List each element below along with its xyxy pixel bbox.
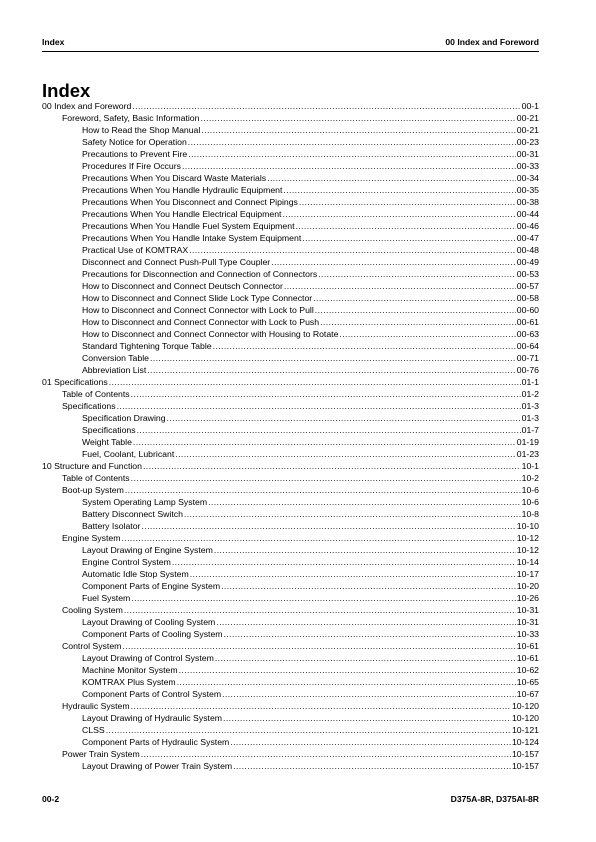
toc-entry-title: Layout Drawing of Hydraulic System — [82, 713, 223, 723]
dot-leader — [233, 760, 511, 772]
toc-entry[interactable] — [42, 688, 539, 700]
dot-leader — [302, 232, 516, 244]
toc-entry-page: 00-58 — [516, 293, 539, 303]
toc-entry-page: 10-14 — [516, 557, 539, 567]
toc-entry-title: Precautions to Prevent Fire — [82, 149, 188, 159]
toc-entry-page: 10-120 — [511, 713, 539, 723]
page-footer — [42, 794, 539, 808]
toc-entry[interactable] — [42, 208, 539, 220]
dot-leader — [133, 436, 516, 448]
toc-entry-title: Fuel System — [82, 593, 131, 603]
header-section-label: Index — [42, 37, 65, 47]
toc-entry-page: 00-35 — [516, 185, 539, 195]
toc-entry[interactable] — [42, 760, 539, 772]
dot-leader — [318, 268, 516, 280]
toc-entry-page: 10-1 — [521, 461, 539, 471]
toc-entry-title: How to Read the Shop Manual — [82, 125, 201, 135]
toc-entry[interactable] — [42, 532, 539, 544]
toc-entry-page: 00-61 — [516, 317, 539, 327]
toc-entry-page: 10-33 — [516, 629, 539, 639]
dot-leader — [143, 460, 521, 472]
toc-entry-page: 00-64 — [516, 341, 539, 351]
toc-entry-page: 10-12 — [516, 545, 539, 555]
toc-entry-title: Precautions When You Handle Hydraulic Equipment — [82, 185, 283, 195]
dot-leader — [188, 136, 516, 148]
toc-entry[interactable] — [42, 556, 539, 568]
dot-leader — [189, 244, 516, 256]
toc-entry-page: 00-21 — [516, 113, 539, 123]
toc-entry[interactable] — [42, 448, 539, 460]
toc-entry-title: Precautions When You Disconnect and Connect Pipings — [82, 197, 298, 207]
toc-entry-title: Precautions for Disconnection and Connection of Connectors — [82, 269, 318, 279]
dot-leader — [121, 532, 515, 544]
toc-entry[interactable] — [42, 664, 539, 676]
toc-entry-page: 00-57 — [516, 281, 539, 291]
toc-entry[interactable] — [42, 472, 539, 484]
toc-entry-title: Layout Drawing of Power Train System — [82, 761, 233, 771]
toc-entry[interactable] — [42, 256, 539, 268]
toc-entry-page: 00-76 — [516, 365, 539, 375]
toc-entry-title: Power Train System — [62, 749, 140, 759]
dot-leader — [175, 448, 516, 460]
toc-entry-page: 10-31 — [516, 617, 539, 627]
toc-entry-title: 10 Structure and Function — [42, 461, 142, 471]
dot-leader — [125, 484, 521, 496]
toc-entry[interactable] — [42, 748, 539, 760]
dot-leader — [188, 148, 516, 160]
toc-entry[interactable] — [42, 112, 539, 124]
toc-entry-title: How to Disconnect and Connect Connector with Lock to Push — [82, 317, 320, 327]
toc-entry-page: 00-21 — [516, 125, 539, 135]
toc-entry-page: 10-2 — [521, 473, 539, 483]
dot-leader — [172, 556, 516, 568]
dot-leader — [131, 592, 515, 604]
toc-entry-title: Engine System — [62, 533, 121, 543]
footer-page-number: 00-2 — [42, 794, 60, 804]
toc-entry-title: Table of Contents — [62, 473, 130, 483]
dot-leader — [190, 568, 516, 580]
toc-entry-title: System Operating Lamp System — [82, 497, 208, 507]
toc-entry[interactable] — [42, 280, 539, 292]
dot-leader — [141, 748, 511, 760]
dot-leader — [313, 292, 516, 304]
dot-leader — [208, 496, 521, 508]
toc-entry-title: Layout Drawing of Control System — [82, 653, 214, 663]
toc-entry-title: CLSS — [82, 725, 105, 735]
toc-entry-page: 10-120 — [511, 701, 539, 711]
toc-entry[interactable] — [42, 700, 539, 712]
toc-entry-page: 01-19 — [516, 437, 539, 447]
toc-entry[interactable] — [42, 652, 539, 664]
toc-entry-title: How to Disconnect and Connect Connector with Housing to Rotate — [82, 329, 339, 339]
toc-entry[interactable] — [42, 232, 539, 244]
toc-entry-title: Machine Monitor System — [82, 665, 178, 675]
toc-entry-page: 00-38 — [516, 197, 539, 207]
toc-entry-page: 00-23 — [516, 137, 539, 147]
dot-leader — [216, 616, 515, 628]
toc-entry[interactable] — [42, 604, 539, 616]
toc-entry-title: Cooling System — [62, 605, 123, 615]
dot-leader — [132, 100, 520, 112]
dot-leader — [315, 304, 516, 316]
toc-entry[interactable] — [42, 592, 539, 604]
dot-leader — [295, 220, 515, 232]
toc-entry-page: 00-60 — [516, 305, 539, 315]
toc-entry-page: 10-124 — [511, 737, 539, 747]
toc-entry[interactable] — [42, 484, 539, 496]
dot-leader — [214, 544, 516, 556]
toc-entry-title: Specifications — [82, 425, 136, 435]
toc-entry[interactable] — [42, 424, 539, 436]
toc-entry[interactable] — [42, 172, 539, 184]
toc-entry-page: 00-1 — [521, 101, 539, 111]
toc-entry[interactable] — [42, 148, 539, 160]
toc-entry[interactable] — [42, 220, 539, 232]
toc-entry-page: 10-61 — [516, 641, 539, 651]
toc-entry[interactable] — [42, 136, 539, 148]
toc-entry-title: Specifications — [62, 401, 116, 411]
toc-entry-page: 01-23 — [516, 449, 539, 459]
toc-entry-title: Foreword, Safety, Basic Information — [62, 113, 200, 123]
toc-entry-page: 10-61 — [516, 653, 539, 663]
dot-leader — [284, 280, 516, 292]
toc-entry[interactable] — [42, 736, 539, 748]
footer-model-number: D375A-8R, D375AI-8R — [450, 794, 539, 804]
dot-leader — [147, 364, 516, 376]
dot-leader — [282, 208, 515, 220]
toc-entry[interactable] — [42, 412, 539, 424]
dot-leader — [339, 328, 515, 340]
dot-leader — [124, 604, 516, 616]
toc-entry[interactable] — [42, 712, 539, 724]
toc-entry-page: 00-34 — [516, 173, 539, 183]
dot-leader — [167, 412, 521, 424]
toc-entry[interactable] — [42, 352, 539, 364]
toc-entry-page: 01-2 — [521, 389, 539, 399]
toc-entry-title: Precautions When You Handle Fuel System Equipment — [82, 221, 295, 231]
toc-entry-title: Component Parts of Control System — [82, 689, 222, 699]
toc-entry-page: 01-1 — [521, 377, 539, 387]
toc-entry[interactable] — [42, 640, 539, 652]
toc-entry-title: How to Disconnect and Connect Slide Lock Type Connector — [82, 293, 313, 303]
toc-entry-title: Layout Drawing of Cooling System — [82, 617, 216, 627]
toc-entry-page: 10-8 — [521, 509, 539, 519]
toc-entry[interactable] — [42, 616, 539, 628]
toc-entry-page: 10-65 — [516, 677, 539, 687]
toc-entry-page: 10-12 — [516, 533, 539, 543]
toc-entry-title: Procedures If Fire Occurs — [82, 161, 181, 171]
dot-leader — [177, 676, 516, 688]
toc-entry-page: 01-3 — [521, 413, 539, 423]
toc-entry[interactable] — [42, 388, 539, 400]
toc-entry-page: 10-157 — [511, 749, 539, 759]
dot-leader — [182, 160, 516, 172]
toc-entry-title: How to Disconnect and Connect Connector with Lock to Pull — [82, 305, 314, 315]
toc-entry-title: Battery Disconnect Switch — [82, 509, 183, 519]
toc-entry-title: Practical Use of KOMTRAX — [82, 245, 189, 255]
dot-leader — [137, 424, 521, 436]
toc-entry[interactable] — [42, 568, 539, 580]
dot-leader — [299, 196, 516, 208]
toc-entry-title: KOMTRAX Plus System — [82, 677, 176, 687]
toc-entry-title: Fuel, Coolant, Lubricant — [82, 449, 175, 459]
toc-entry-page: 10-157 — [511, 761, 539, 771]
dot-leader — [150, 352, 516, 364]
toc-entry-title: Layout Drawing of Engine System — [82, 545, 213, 555]
toc-entry-title: Boot-up System — [62, 485, 124, 495]
dot-leader — [131, 700, 511, 712]
toc-entry-title: Disconnect and Connect Push-Pull Type Coupler — [82, 257, 271, 267]
header-chapter-title: 00 Index and Foreword — [445, 37, 539, 47]
toc-entry-page: 10-6 — [521, 497, 539, 507]
dot-leader — [184, 508, 521, 520]
toc-entry[interactable] — [42, 100, 539, 112]
toc-entry-page: 01-7 — [521, 425, 539, 435]
table-of-contents — [42, 100, 539, 772]
toc-entry-title: 00 Index and Foreword — [42, 101, 132, 111]
toc-entry-page: 00-48 — [516, 245, 539, 255]
toc-entry[interactable] — [42, 496, 539, 508]
toc-entry-title: Hydraulic System — [62, 701, 130, 711]
toc-entry-title: Standard Tightening Torque Table — [82, 341, 212, 351]
dot-leader — [179, 664, 516, 676]
toc-entry-page: 10-10 — [516, 521, 539, 531]
dot-leader — [213, 340, 516, 352]
toc-entry-title: Battery Isolator — [82, 521, 141, 531]
toc-entry-title: Component Parts of Hydraulic System — [82, 737, 230, 747]
toc-entry-page: 10-6 — [521, 485, 539, 495]
toc-entry[interactable] — [42, 316, 539, 328]
toc-entry-title: Component Parts of Engine System — [82, 581, 221, 591]
dot-leader — [221, 580, 516, 592]
toc-entry[interactable] — [42, 244, 539, 256]
dot-leader — [224, 628, 516, 640]
toc-entry-page: 00-63 — [516, 329, 539, 339]
dot-leader — [141, 520, 515, 532]
page-header — [42, 37, 539, 52]
dot-leader — [267, 172, 516, 184]
toc-entry-title: Precautions When You Handle Intake System Equipment — [82, 233, 302, 243]
toc-entry[interactable] — [42, 508, 539, 520]
toc-entry-title: Weight Table — [82, 437, 132, 447]
toc-entry-page: 00-44 — [516, 209, 539, 219]
dot-leader — [223, 712, 511, 724]
toc-entry-page: 00-31 — [516, 149, 539, 159]
dot-leader — [222, 688, 516, 700]
toc-entry-page: 00-33 — [516, 161, 539, 171]
toc-entry[interactable] — [42, 580, 539, 592]
toc-entry-page: 10-121 — [511, 725, 539, 735]
dot-leader — [122, 640, 515, 652]
toc-entry-page: 10-17 — [516, 569, 539, 579]
toc-entry[interactable] — [42, 460, 539, 472]
toc-entry-title: Control System — [62, 641, 122, 651]
toc-entry-title: Specification Drawing — [82, 413, 166, 423]
dot-leader — [271, 256, 516, 268]
toc-entry[interactable] — [42, 676, 539, 688]
toc-entry[interactable] — [42, 376, 539, 388]
toc-entry[interactable] — [42, 124, 539, 136]
toc-entry-title: Automatic Idle Stop System — [82, 569, 189, 579]
toc-entry[interactable] — [42, 160, 539, 172]
toc-entry-title: Engine Control System — [82, 557, 171, 567]
toc-entry-title: How to Disconnect and Connect Deutsch Connector — [82, 281, 283, 291]
toc-entry[interactable] — [42, 400, 539, 412]
toc-entry[interactable] — [42, 268, 539, 280]
toc-entry-page: 10-31 — [516, 605, 539, 615]
toc-entry[interactable] — [42, 628, 539, 640]
toc-entry[interactable] — [42, 340, 539, 352]
toc-entry-page: 01-3 — [521, 401, 539, 411]
toc-entry-title: Precautions When You Handle Electrical Equipment — [82, 209, 282, 219]
toc-entry[interactable] — [42, 544, 539, 556]
dot-leader — [200, 112, 515, 124]
toc-entry[interactable] — [42, 328, 539, 340]
toc-entry-title: Precautions When You Discard Waste Materials — [82, 173, 267, 183]
toc-entry-page: 10-67 — [516, 689, 539, 699]
dot-leader — [117, 400, 521, 412]
dot-leader — [131, 472, 521, 484]
toc-entry-page: 10-26 — [516, 593, 539, 603]
toc-entry[interactable] — [42, 364, 539, 376]
toc-entry-page: 00-71 — [516, 353, 539, 363]
page-title: Index — [42, 80, 91, 101]
dot-leader — [106, 724, 511, 736]
toc-entry[interactable] — [42, 520, 539, 532]
toc-entry[interactable] — [42, 724, 539, 736]
toc-entry-page: 10-62 — [516, 665, 539, 675]
toc-entry-title: 01 Specifications — [42, 377, 108, 387]
toc-entry-title: Table of Contents — [62, 389, 130, 399]
toc-entry-page: 00-46 — [516, 221, 539, 231]
toc-entry[interactable] — [42, 304, 539, 316]
toc-entry-title: Component Parts of Cooling System — [82, 629, 223, 639]
toc-entry-title: Abbreviation List — [82, 365, 147, 375]
toc-entry-page: 00-49 — [516, 257, 539, 267]
toc-entry-title: Conversion Table — [82, 353, 149, 363]
dot-leader — [230, 736, 511, 748]
toc-entry[interactable] — [42, 436, 539, 448]
dot-leader — [215, 652, 516, 664]
toc-entry-page: 00-53 — [516, 269, 539, 279]
toc-entry[interactable] — [42, 196, 539, 208]
dot-leader — [131, 388, 521, 400]
dot-leader — [283, 184, 515, 196]
toc-entry[interactable] — [42, 292, 539, 304]
toc-entry[interactable] — [42, 184, 539, 196]
toc-entry-page: 00-47 — [516, 233, 539, 243]
dot-leader — [320, 316, 516, 328]
dot-leader — [201, 124, 515, 136]
toc-entry-page: 10-20 — [516, 581, 539, 591]
toc-entry-title: Safety Notice for Operation — [82, 137, 187, 147]
dot-leader — [109, 376, 521, 388]
